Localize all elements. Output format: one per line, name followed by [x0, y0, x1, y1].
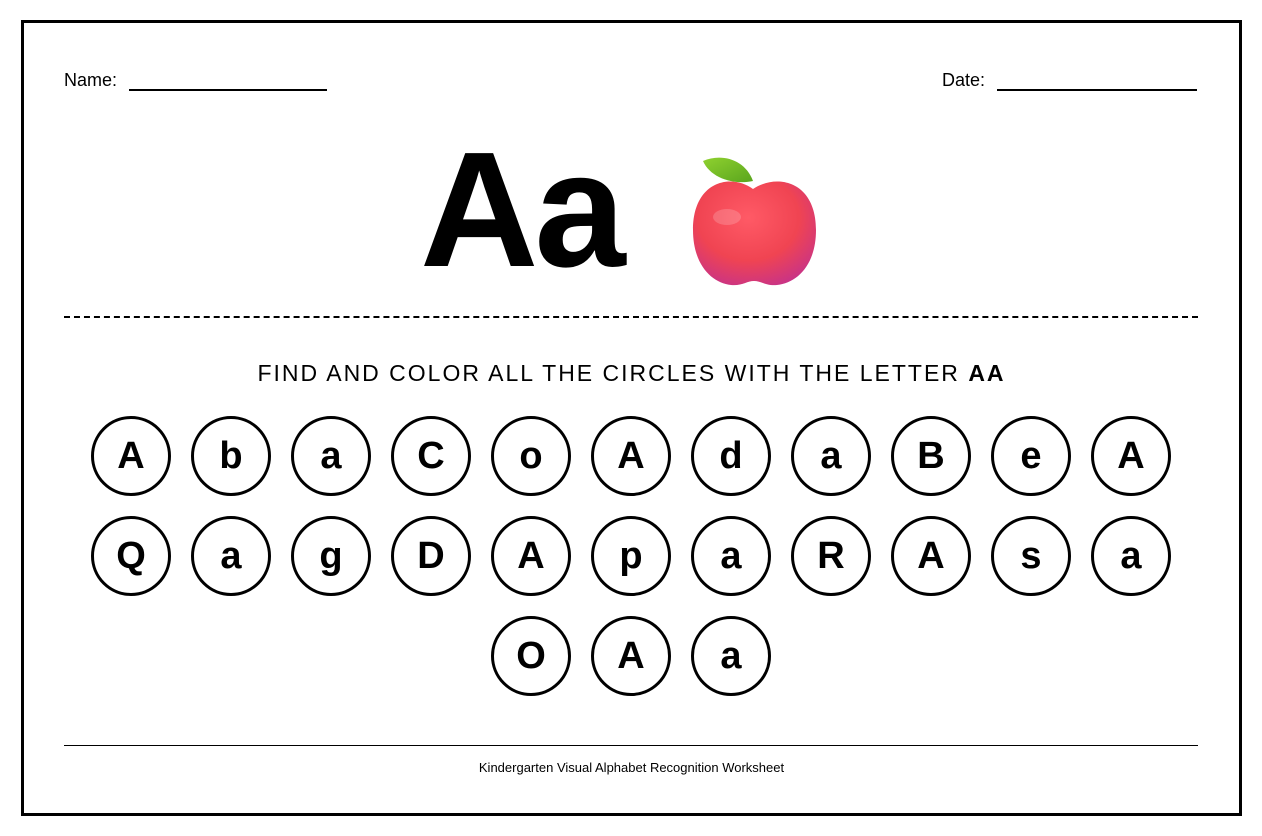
letter-circle[interactable]: b: [191, 416, 271, 496]
date-field[interactable]: [942, 67, 1197, 91]
letter-circle[interactable]: A: [91, 416, 171, 496]
date-line[interactable]: [997, 67, 1197, 91]
letter-circle[interactable]: a: [691, 616, 771, 696]
letter-circle[interactable]: a: [291, 416, 371, 496]
name-field[interactable]: [64, 67, 327, 91]
letter-circle[interactable]: o: [491, 416, 571, 496]
instruction-main: FIND AND COLOR ALL THE CIRCLES WITH THE LETTER: [257, 360, 960, 386]
date-label: Date:: [942, 70, 986, 90]
apple-icon: [687, 155, 822, 290]
name-line[interactable]: [129, 67, 327, 91]
letter-circle[interactable]: A: [491, 516, 571, 596]
letter-circle[interactable]: a: [791, 416, 871, 496]
letter-circle[interactable]: d: [691, 416, 771, 496]
letter-circle[interactable]: a: [191, 516, 271, 596]
letter-circle[interactable]: A: [891, 516, 971, 596]
instruction-text: [24, 360, 1239, 387]
letter-circle[interactable]: a: [691, 516, 771, 596]
letter-circle[interactable]: g: [291, 516, 371, 596]
letter-circle[interactable]: s: [991, 516, 1071, 596]
letter-circle[interactable]: R: [791, 516, 871, 596]
letter-circle[interactable]: A: [591, 416, 671, 496]
letter-circle[interactable]: Q: [91, 516, 171, 596]
letter-circle[interactable]: D: [391, 516, 471, 596]
worksheet: [21, 20, 1242, 816]
featured-letters: Aa: [420, 118, 622, 301]
letter-circle[interactable]: A: [591, 616, 671, 696]
letter-circle[interactable]: B: [891, 416, 971, 496]
letter-circle[interactable]: O: [491, 616, 571, 696]
name-label: Name:: [64, 70, 118, 90]
letter-circle[interactable]: e: [991, 416, 1071, 496]
letter-circle[interactable]: A: [1091, 416, 1171, 496]
letter-circle[interactable]: a: [1091, 516, 1171, 596]
letter-circle[interactable]: p: [591, 516, 671, 596]
dashed-divider: [64, 316, 1198, 318]
footer-divider: [64, 745, 1198, 746]
instruction-letter: AA: [968, 360, 1006, 386]
footer-text: Kindergarten Visual Alphabet Recognition Worksheet: [478, 760, 785, 775]
letter-circle[interactable]: C: [391, 416, 471, 496]
